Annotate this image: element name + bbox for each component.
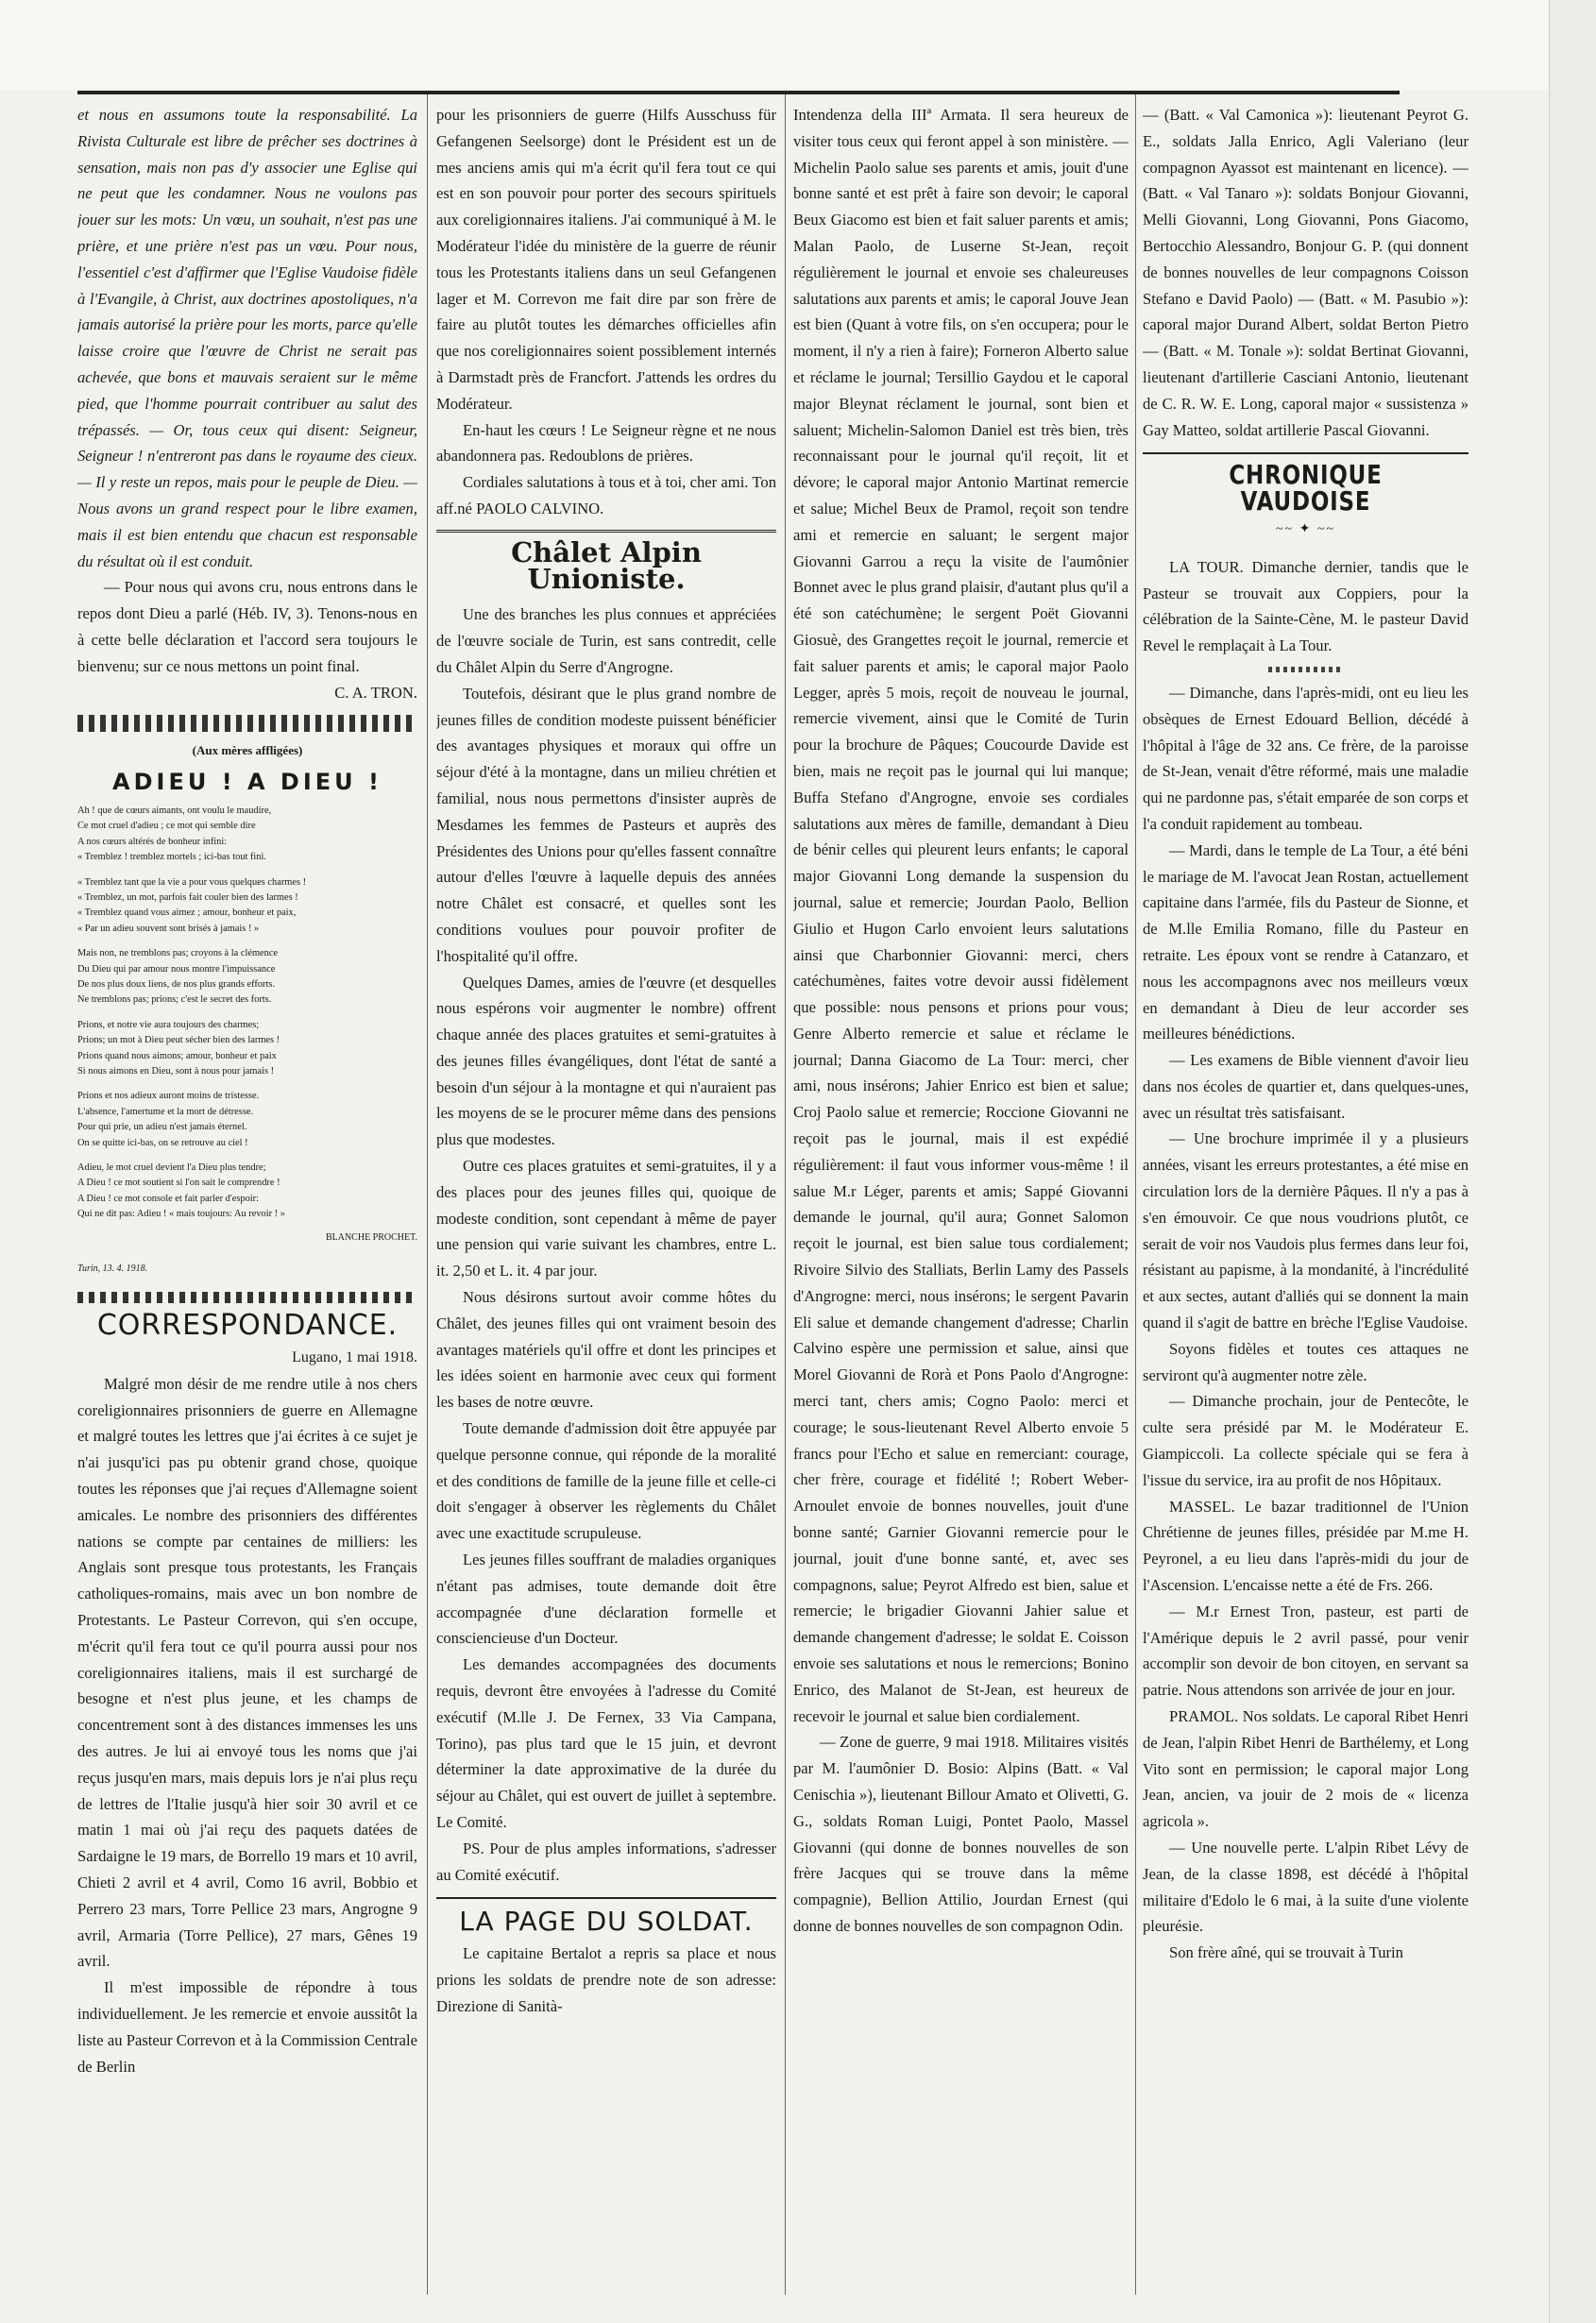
poem-line: A nos cœurs altérés de bonheur infini: bbox=[77, 836, 228, 847]
article-paragraph: Il m'est impossible de répondre à tous individuellement. Je les remercie et envoie aussitôt la liste au Pasteur Correvon et à la Commission Centrale de Berlin bbox=[77, 1978, 417, 2076]
poem-line: Ce mot cruel d'adieu ; ce mot qui semble dire bbox=[77, 821, 256, 832]
poem-line: Prions quand nous aimons; amour, bonheur et paix bbox=[77, 1050, 277, 1061]
article-paragraph: pour les prisonniers de guerre (Hilfs Ausschuss für Gefangenen Seelsorge) dont le Président est un de mes anciens amis qui m'a écrit qu'il fera tout ce qui est en son pouvoir pour porter des secours spirituels aux coreligionnaires italiens. J'ai communiqué à M. le Modérateur l'idée du ministère de la guerre de réunir tous les Protestants italiens dans un seul Gefangenen lager et M. Correvon me fait dire par son frère de faire au plutôt toutes les démarches officielles afin que nos coreligionnaires soient possiblement internés à Darmstadt près de Francfort. J'attends les ordres du Modérateur. bbox=[436, 106, 776, 413]
poem-line: A Dieu ! ce mot soutient si l'on sait le comprendre ! bbox=[77, 1178, 280, 1189]
ornament-divider bbox=[77, 1292, 417, 1303]
article-paragraph: Outre ces places gratuites et semi-gratuites, il y a des places pour des jeunes filles qui, quoique de modeste condition, sont cependant à même de payer une pension qui varie suivant les chambres, entre L. it. 2,50 et L. it. 4 par jour. bbox=[436, 1157, 776, 1280]
section-heading-soldat: LA PAGE DU SOLDAT. bbox=[459, 1906, 754, 1938]
letter-dateline: Lugano, 1 mai 1918. bbox=[292, 1349, 417, 1366]
article-paragraph: Toute demande d'admission doit être appuyée par quelque personne connue, qui réponde de la moralité et des conditions de famille de la jeune fille et celle-ci doit s'engager à observer les règlements du Châlet avec une exactitude scrupuleuse. bbox=[436, 1419, 776, 1543]
article-paragraph: Une des branches les plus connues et appréciées de l'œuvre sociale de Turin, est sans contredit, celle du Châlet Alpin du Serre d'Angrogne. bbox=[436, 605, 776, 676]
poem-line: Qui ne dit pas: Adieu ! « mais toujours: Au revoir ! » bbox=[77, 1209, 285, 1220]
poem-line: « Tremblez tant que la vie a pour vous quelques charmes ! bbox=[77, 876, 307, 888]
poem-line: Ne tremblons pas; prions; c'est le secret des forts. bbox=[77, 994, 272, 1006]
ornament-divider bbox=[77, 715, 417, 732]
poem-title: ADIEU ! A DIEU ! bbox=[112, 769, 382, 796]
article-paragraph: — Les examens de Bible viennent d'avoir lieu dans nos écoles de quartier et, dans quelques-unes, avec un résultat très satisfaisant. bbox=[1143, 1051, 1469, 1122]
section-rule bbox=[1143, 452, 1469, 454]
article-paragraph: MASSEL. Le bazar traditionnel de l'Union Chrétienne de jeunes filles, présidée par M.me H. Peyronel, a eu lieu dans l'après-midi du jour de l'Ascension. L'encaisse nette a été de Frs. 266. bbox=[1143, 1497, 1469, 1595]
section-heading-chalet: Châlet Alpin Unioniste. bbox=[511, 535, 702, 595]
column-divider bbox=[427, 94, 428, 2295]
ornament-flourish: ~~ ✦ ~~ bbox=[1275, 521, 1336, 536]
article-paragraph: et nous en assumons toute la responsabilité. La Rivista Culturale est libre de prêcher ses doctrines à sensation, mais non pas d'y associer une Eglise qui ne peut que les condamner. Nous ne voulons pas jouer sur les mots: Un vœu, un souhait, n'est pas une prière, et une prière n'est pas un vœu. Pour nous, l'essentiel c'est d'affirmer que l'Eglise Vaudoise fidèle à l'Evangile, à Christ, aux doctrines apostoliques, n'a jamais autorisé la prière pour les morts, parce qu'elle laisse croire que l'œuvre de Christ ne serait pas achevée, que bons et mauvais seraient sur le même pied, que l'homme pourrait contribuer au salut des trépassés. — Or, tous ceux qui disent: Seigneur, Seigneur ! n'entreront pas dans le royaume des cieux. — Il y reste un repos, mais pour le peuple de Dieu. — Nous avons un grand respect pour le libre examen, mais il est bien entendu que chacun est responsable du résultat où il est conduit. bbox=[77, 106, 417, 570]
article-paragraph: — Une brochure imprimée il y a plusieurs années, visant les erreurs protestantes, a été mise en circulation lors de la dernière Pâques. Il n'y a pas à s'en émouvoir. Ce que nous voudrions plutôt, ce serait de voir nos Vaudois plus fermes dans leur foi, résistant au papisme, à la mondanité, à l'incrédulité et aux sectes, autant d'alliés qui se donnent la main quand il s'agit de battre en brèche l'Eglise Vaudoise. bbox=[1143, 1129, 1469, 1332]
stanza-gap bbox=[77, 1079, 417, 1089]
article-paragraph: Malgré mon désir de me rendre utile à nos chers coreligionnaires prisonniers de guerre en Allemagne et malgré toutes les lettres que j'ai écrites à ce sujet je n'ai jusqu'ici pas pu obtenir grand chose, quoique toutes les réponses que j'ai reçues d'Allemagne soient amicales. Le nombre des prisonniers des différentes nations se compte par centaines de milliers: les Anglais sont presque tous protestants, les Français catholiques-romains, mais avec un bon nombre de Protestants. Le Pasteur Correvon, qui s'en occupe, m'écrit qu'il fera tout ce qu'il pourra aussi pour nos coreligionnaires italiens, mais il est surchargé de besogne et n'est plus jeune, et les champs de concentrement sont à des distances immenses les uns des autres. Je lui ai envoyé tous les noms que j'ai reçus jusqu'en mars, mais depuis lors je n'ai plus reçu de lettres de l'Italie jusqu'à hier soir 30 avril et ce matin 1 mai où j'ai reçu des paquets datées de Sardaigne le 19 mars, de Borrello 19 mars et 10 avril, Chieti 2 avril et 4 avril, Como 16 avril, Bobbio et Perrero 23 mars, Torre Pellice 23 mars, Angrogne 9 avril, Armaria (Torre Pellice), 27 mars, Gênes 19 avril. bbox=[77, 1374, 417, 1971]
article-paragraph: Nous désirons surtout avoir comme hôtes du Châlet, des jeunes filles qui ont vraiment besoin des avantages matériels qu'il offre et dont les principes et les idées soient en harmonie avec ceux qui forment les bases de notre œuvre. bbox=[436, 1288, 776, 1412]
column-divider bbox=[785, 94, 786, 2295]
column-4 bbox=[1143, 102, 1469, 2293]
section-rule bbox=[436, 530, 776, 533]
article-paragraph: — Pour nous qui avons cru, nous entrons dans le repos dont Dieu a parlé (Héb. IV, 3). Tenons-nous en à cette belle déclaration et l'accord sera toujours le bienvenu; sur ce nous mettons un point final. bbox=[77, 578, 417, 675]
poem-line: Ah ! que de cœurs aimants, ont voulu le maudire, bbox=[77, 805, 272, 816]
poem-body bbox=[77, 804, 417, 1223]
ornament-divider bbox=[1268, 667, 1344, 672]
poem-line: Mais non, ne tremblons pas; croyons à la clémence bbox=[77, 948, 279, 959]
article-paragraph: — M.r Ernest Tron, pasteur, est parti de l'Amérique depuis le 2 avril passé, pour venir accomplir son devoir de bon citoyen, en servant sa patrie. Nous attendons son arrivée de jour en jour. bbox=[1143, 1602, 1469, 1700]
article-paragraph: — (Batt. « Val Camonica »): lieutenant Peyrot G. E., soldats Jalla Enrico, Agli Valeriano (leur compagnon Ayassot est maintenant en licence). — (Batt. « Val Tanaro »): soldats Bonjour Giovanni, Melli Giovanni, Long Giovanni, Pons Giacomo, Bertocchio Alessandro, Bonjour G. P. (qui donnent de bonnes nouvelles de leur compagnons Coisson Stefano e David Paolo) — (Batt. « M. Pasubio »): caporal major Durand Albert, soldat Berton Pietro — (Batt. « M. Tonale »): soldat Bertinat Giovanni, lieutenant d'artillerie Casciani Antonio, lieutenant de C. R. W. E. Long, caporal major « sussistenza » Gay Matteo, soldat artillerie Pascal Giovanni. bbox=[1143, 106, 1469, 439]
poem-date: Turin, 13. 4. 1918. bbox=[77, 1263, 148, 1275]
column-3 bbox=[793, 102, 1129, 2293]
page-edge-right bbox=[1549, 0, 1596, 2323]
poem-line: « Tremblez quand vous aimez ; amour, bonheur et paix, bbox=[77, 907, 297, 919]
poem-line: De nos plus doux liens, de nos plus grands efforts. bbox=[77, 978, 276, 990]
article-paragraph: Intendenza della IIIª Armata. Il sera heureux de visiter tous ceux qui feront appel à son ministère. — Michelin Paolo salue ses parents et amis, jouit d'une bonne santé et est prêt à faire son devoir; le caporal Beux Giacomo est bien et fait saluer parents et amis; Malan Paolo, de Luserne St-Jean, reçoit régulièrement le journal et envoie ses chaleureuses salutations aux parents et amis; le caporal Jouve Jean est bien (Quant à votre fils, on s'en occupera; pour le moment, il n'y a rien à faire); Forneron Alberto salue et réclame le journal; Tersillio Gaydou et le caporal major Bleynat réclament le journal, sont bien et saluent; Michelin-Salomon Daniel est très bien, très reconnaissant pour le journal qu'il reçoit, lit et dévore; le caporal major Antonio Martinat remercie et salue; Michel Beux de Pramol, reçoit son tendre ami et remercie en saluant; le sergent major Giovanni Garrou a reçu la visite de l'aumônier Bonnet avec le plus grand plaisir, d'autant plus qu'il a été son catéchumène; le sergent Poët Giovanni Giosuè, des Grangettes reçoit le journal, remercie et fait saluer parents et amis; le caporal major Paolo Legger, après 5 mois, reçoit de nouveau le journal, remercie vivement, ainsi que le Comité de Turin pour la brochure de Pâques; Coucourde Davide est bien, mais ne reçoit pas le journal qui lui manque; Buffa Stefano d'Angrogne, envoie ses cordiales salutations aux mères de famille, demandant à Dieu de bénir celles qui pleurent leurs enfants; le caporal major Giovanni Long demande la suspension du journal, salue et remercie; Jourdan Paolo, Bellion Giulio et Hugon Carlo envoient leurs salutations ainsi que Charbonnier Giovanni: merci, chers catéchumènes, faites votre devoir aussi fidèlement que possible: nous pensons et prions pour vous; Genre Alberto remercie et salue et réclame le journal; Danna Giacomo de La Tour: merci, cher ami, nous insérons; Jahier Enrico est bien et salue; Croj Paolo salue et remercie; Roccione Giovanni ne reçoit pas le journal, mais il est expédié régulièrement: il faut vous informer vous-même ! il salue M.r Léger, parents et amis; Sappé Giovanni demande le journal, qu'il aura; Gonnet Salomon reçoit le journal, est bien salue tous cordialement; Rivoire Silvio des Stalliats, Berlin Lamy des Passels d'Angrogne: merci, nous insérons; le sergent Pavarin Eli salue et demande changement d'adresse; Charlin Calvino espère une permission et salue, ainsi que Morel Giovanni de Rorà et Pons Paolo d'Angrogne: merci tant, chers amis; Cogno Paolo: merci et courage; le sous-lieutenant Revel Alberto envoie 5 francs pour l'Echo et salue en remerciant: courage, cher frère, courage et fidélité !; Robert Weber-Arnoulet envoie de bonnes nouvelles, jouit d'une bonne santé; Garnier Giovanni remercie pour le journal, jouit d'une bonne santé, et, avec ses compagnons, salue; Peyrot Alfredo est bien, salue et remercie; le brigadier Giovanni Jahier salue et demande changement d'adresse; le soldat E. Coisson envoie ses salutations et nous le remercions; Bonino Enrico, des Malanot de St-Jean, est heureux de recevoir le journal et salue bien cordialement. bbox=[793, 106, 1129, 1725]
column-divider bbox=[1135, 94, 1136, 2295]
article-paragraph: Les jeunes filles souffrant de maladies organiques n'étant pas admises, toute demande doit être accompagnée d'une déclaration formelle et consciencieuse d'un Docteur. bbox=[436, 1551, 776, 1648]
poem-line: Prions et nos adieux auront moins de tristesse. bbox=[77, 1091, 260, 1102]
poem-line: « Tremblez, un mot, parfois fait couler bien des larmes ! bbox=[77, 891, 298, 903]
poem-line: A Dieu ! ce mot console et fait parler d'espoir: bbox=[77, 1193, 260, 1204]
poem-line: Du Dieu qui par amour nous montre l'impuissance bbox=[77, 963, 276, 975]
article-paragraph: PS. Pour de plus amples informations, s'adresser au Comité exécutif. bbox=[436, 1839, 776, 1884]
article-paragraph: LA TOUR. Dimanche dernier, tandis que le Pasteur se trouvait aux Coppiers, pour la célébration de la Sainte-Cène, M. le pasteur David Revel le remplaçait à La Tour. bbox=[1143, 557, 1469, 655]
article-paragraph: Quelques Dames, amies de l'œuvre (et desquelles nous espérons voir augmenter le nombre) offrent chaque année des places gratuites et semi-gratuites à des jeunes filles évangéliques, dont l'état de santé a besoin d'un séjour à la montagne et qui n'auraient pas les moyens de se le procurer même dans des pensions plus que modestes. bbox=[436, 973, 776, 1149]
article-paragraph: PRAMOL. Nos soldats. Le caporal Ribet Henri de Jean, l'alpin Ribet Henri de Barthélemy, et Long Vito sont en permission; le caporal major Long Jean, ancien, va jouir de 2 mois de « licenza agricola ». bbox=[1143, 1707, 1469, 1831]
article-paragraph: Le capitaine Bertalot a repris sa place et nous prions les soldats de prendre note de son adresse: Direzione di Sanità- bbox=[436, 1944, 776, 2015]
author-signature: C. A. TRON. bbox=[334, 683, 417, 702]
poem-line: On se quitte ici-bas, on se retrouve au ciel ! bbox=[77, 1137, 248, 1148]
article-paragraph: Toutefois, désirant que le plus grand nombre de jeunes filles de condition modeste puissent bénéficier des avantages physiques et moraux qui offre un séjour d'été à la montagne, dans un milieu chrétien et familial, nous nous permettons d'insister auprès de Mesdames les femmes de Pasteurs et auprès des Présidentes des Unions pour qu'elles fassent connaître autour d'elles l'œuvre à laquelle depuis des années notre Châlet est consacré, et quelles sont les conditions voulues pour pouvoir profiter de l'hospitalité qu'il offre. bbox=[436, 684, 776, 965]
article-paragraph: Les demandes accompagnées des documents requis, devront être envoyées à l'adresse du Comité exécutif (M.lle J. De Fernex, 33 Via Campana, Torino), pas plus tard que le 15 juin, et devront déterminer la date approximative de la durée du séjour au Châlet, qui est ouvert de juillet à septembre. Le Comité. bbox=[436, 1655, 776, 1831]
section-rule bbox=[436, 1897, 776, 1899]
page-margin-top bbox=[0, 0, 1596, 90]
poem-line: Adieu, le mot cruel devient l'a Dieu plus tendre; bbox=[77, 1162, 266, 1174]
section-heading-correspondance: CORRESPONDANCE. bbox=[96, 1309, 399, 1343]
article-paragraph: — Mardi, dans le temple de La Tour, a été béni le mariage de M. l'avocat Jean Rostan, actuellement capitaine dans l'armée, fils du Pasteur de Sionne, et de M.lle Emilia Romano, fille du Pasteur en retraite. Les époux vont se rendre à Catanzaro, et nous les accompagnons avec nos meilleurs vœux en demandant à Dieu de leur accorder ses meilleures bénédictions. bbox=[1143, 840, 1469, 1043]
poem-dedication: (Aux mères affligées) bbox=[192, 743, 303, 758]
stanza-gap bbox=[77, 1009, 417, 1018]
column-2 bbox=[436, 102, 776, 2293]
poem-line: « Tremblez ! tremblez mortels ; ici-bas tout fini. bbox=[77, 852, 266, 863]
poem-line: Prions; un mot à Dieu peut sécher bien des larmes ! bbox=[77, 1035, 280, 1046]
poem-line: Pour qui prie, un adieu n'est jamais éternel. bbox=[77, 1122, 247, 1133]
article-paragraph: — Dimanche prochain, jour de Pentecôte, le culte sera présidé par M. le Modérateur E. Giampiccoli. La collecte spéciale qui se fera à l'issue du service, ira au profit de nos Hôpitaux. bbox=[1143, 1392, 1469, 1489]
article-paragraph: — Zone de guerre, 9 mai 1918. Militaires visités par M. l'aumônier D. Bosio: Alpins (Batt. « Val Cenischia »), lieutenant Billour Amato et Olivetti, G. G., soldats Roman Luigi, Pontet Paolo, Massel Giovanni (qui donne de bonnes nouvelles de son frère Jacques qui se trouve dans la même compagnie), Bellion Attilio, Jourdan Ernest (qui donne de bonnes nouvelles de son compagnon Odin. bbox=[793, 1733, 1129, 1935]
article-paragraph: — Une nouvelle perte. L'alpin Ribet Lévy de Jean, de la classe 1898, est décédé à l'hôpital militaire d'Edolo le 6 mai, à la suite d'une violente pleurésie. bbox=[1143, 1839, 1469, 1936]
section-heading-chronique: CHRONIQUE VAUDOISE bbox=[1229, 459, 1383, 517]
poem-line: Si nous aimons en Dieu, sont à nous pour jamais ! bbox=[77, 1066, 275, 1077]
stanza-gap bbox=[77, 1151, 417, 1161]
header-rule bbox=[77, 91, 1400, 94]
stanza-gap bbox=[77, 937, 417, 946]
poem-line: Prions, et notre vie aura toujours des charmes; bbox=[77, 1019, 260, 1030]
poem-author: BLANCHE PROCHET. bbox=[325, 1231, 417, 1243]
article-paragraph: Soyons fidèles et toutes ces attaques ne serviront qu'à augmenter notre zèle. bbox=[1143, 1339, 1469, 1384]
article-paragraph: — Dimanche, dans l'après-midi, ont eu lieu les obsèques de Ernest Edouard Bellion, décédé à l'hôpital à l'âge de 32 ans. Ce frère, de la paroisse de St-Jean, venait d'être réformé, mais une maladie qui ne pardonne pas, s'était emparée de son corps et l'a conduit rapidement au tombeau. bbox=[1143, 683, 1469, 833]
column-1 bbox=[77, 102, 417, 2293]
poem-line: L'absence, l'amertume et la mort de détresse. bbox=[77, 1106, 254, 1117]
article-paragraph: Cordiales salutations à tous et à toi, cher ami. Ton aff.né PAOLO CALVINO. bbox=[436, 473, 776, 517]
poem-line: « Par un adieu souvent sont brisés à jamais ! » bbox=[77, 923, 260, 934]
stanza-gap bbox=[77, 866, 417, 875]
article-paragraph: Son frère aîné, qui se trouvait à Turin bbox=[1169, 1943, 1403, 1962]
article-paragraph: En-haut les cœurs ! Le Seigneur règne et ne nous abandonnera pas. Redoublons de prières. bbox=[436, 420, 776, 466]
